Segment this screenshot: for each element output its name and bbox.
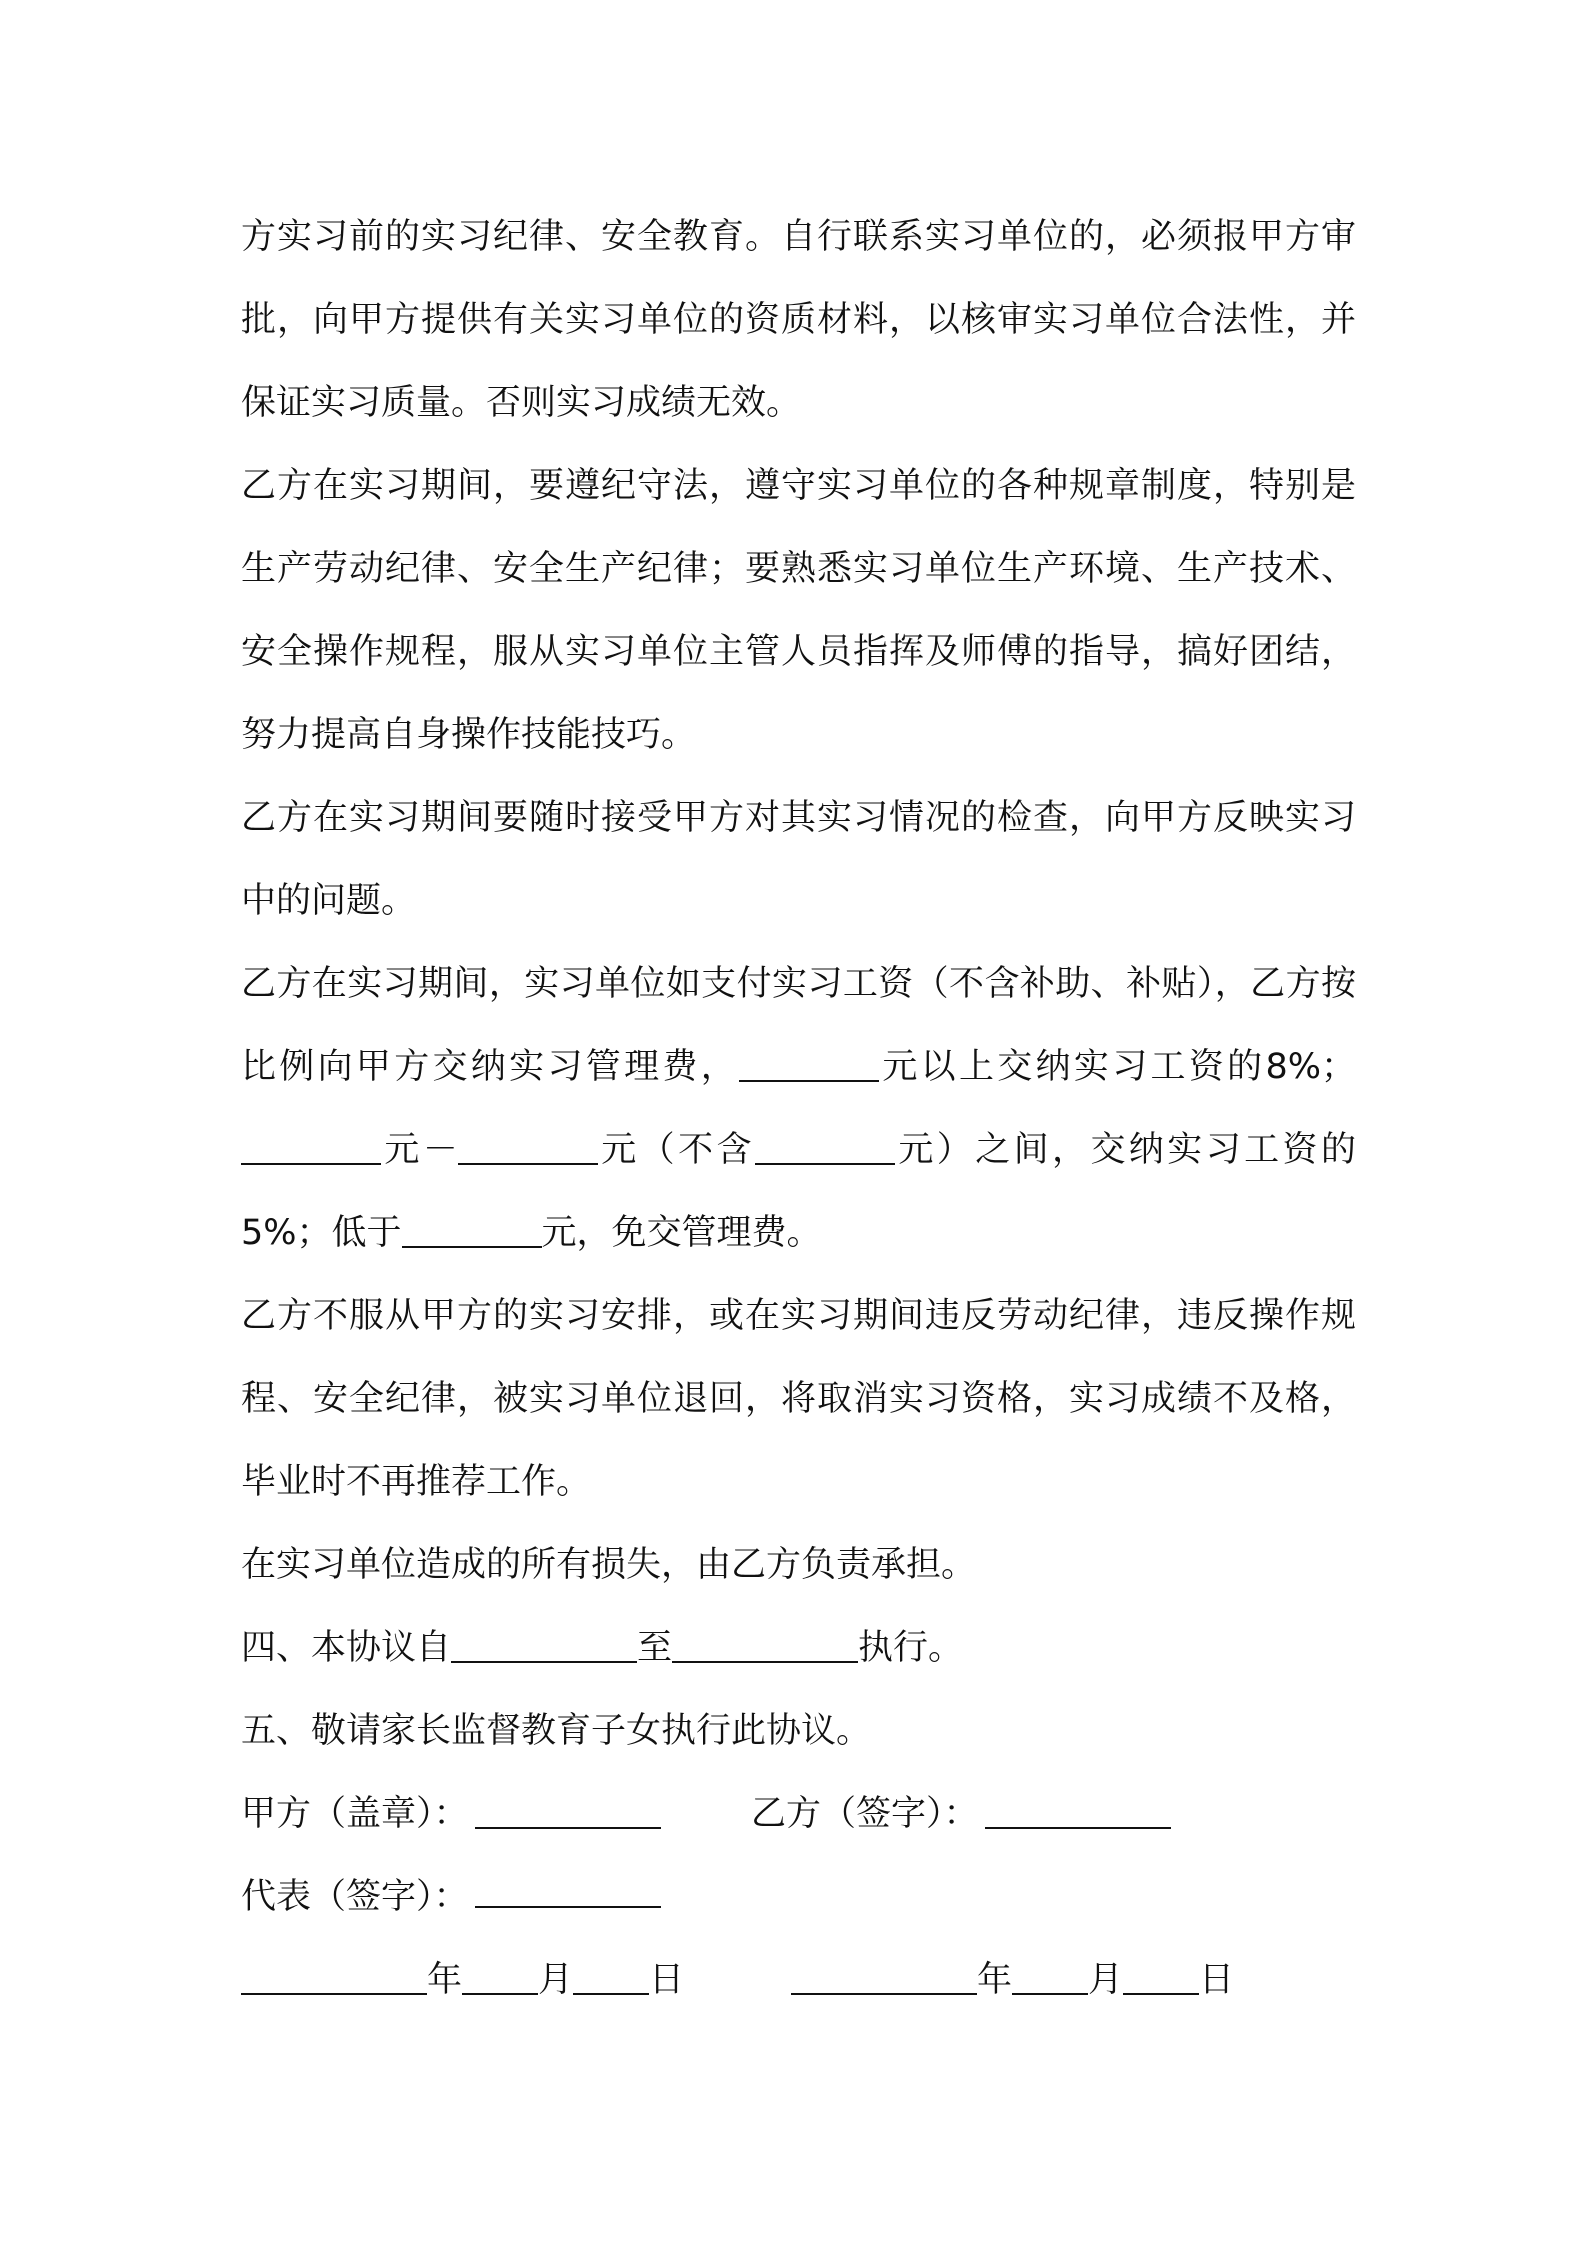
representative-label: 代表（签字）： [241, 1877, 469, 1917]
party-a-label: 甲方（盖章）： [241, 1794, 469, 1834]
signature-row-parties [241, 1773, 1356, 1856]
paragraph-effective-period [241, 1607, 1356, 1690]
party-b-signature [751, 1773, 1171, 1856]
signature-row-representative [241, 1856, 1356, 1939]
period-text-1: 四、本协议自 [241, 1628, 452, 1668]
blank-start-date[interactable] [451, 1623, 637, 1663]
blank-fee-excluded[interactable] [755, 1125, 895, 1165]
fee-text-4: 元（不含 [597, 1130, 755, 1170]
party-b-sign-field[interactable] [985, 1789, 1171, 1829]
party-b-month-label: 月 [1088, 1960, 1124, 2000]
party-a-month-field[interactable] [462, 1955, 538, 1995]
paragraph-discipline: 乙方在实习期间，要遵纪守法，遵守实习单位的各种规章制度，特别是生产劳动纪律、安全生产纪律；要熟悉实习单位生产环境、生产技术、安全操作规程，服从实习单位主管人员指挥及师傅的指导，搞好团结，努力提高自身操作技能技巧。 [241, 466, 1356, 755]
party-a-month-label: 月 [538, 1960, 574, 2000]
period-text-3: 执行。 [858, 1628, 964, 1668]
fee-text-1: 乙方在实习期间，实习单位如支付实习工资（不含补助、补贴），乙方按比例向甲方交纳实习管理费， [241, 964, 1356, 1087]
party-a-signature [241, 1773, 751, 1856]
paragraph-liability: 在实习单位造成的所有损失，由乙方负责承担。 [241, 1545, 977, 1585]
party-b-label: 乙方（签字）： [751, 1794, 979, 1834]
party-b-day-field[interactable] [1123, 1955, 1199, 1995]
blank-fee-exempt[interactable] [402, 1208, 542, 1248]
blank-fee-threshold[interactable] [739, 1042, 879, 1082]
party-a-day-field[interactable] [573, 1955, 649, 1995]
representative-sign-field[interactable] [475, 1868, 661, 1908]
fee-text-5: 元）之间，交纳实习工资的5%；低于 [241, 1130, 1356, 1253]
blank-end-date[interactable] [672, 1623, 858, 1663]
party-a-year-label: 年 [427, 1960, 463, 2000]
fee-text-2: 元以上交纳实习工资的8%； [879, 1047, 1356, 1087]
paragraph-management-fee [241, 943, 1356, 1275]
paragraph-inspection: 乙方在实习期间要随时接受甲方对其实习情况的检查，向甲方反映实习中的问题。 [241, 798, 1356, 921]
party-b-year-label: 年 [977, 1960, 1013, 2000]
party-a-seal-field[interactable] [475, 1789, 661, 1829]
document-page [241, 196, 1356, 2022]
blank-fee-range-high[interactable] [458, 1125, 598, 1165]
party-a-year-field[interactable] [241, 1955, 427, 1995]
party-a-date [241, 1939, 791, 2022]
fee-text-6: 元，免交管理费。 [541, 1213, 822, 1253]
paragraph-training-approval: 方实习前的实习纪律、安全教育。自行联系实习单位的，必须报甲方审批，向甲方提供有关实习单位的资质材料，以核审实习单位合法性，并保证实习质量。否则实习成绩无效。 [241, 217, 1356, 423]
paragraph-violation: 乙方不服从甲方的实习安排，或在实习期间违反劳动纪律，违反操作规程、安全纪律，被实习单位退回，将取消实习资格，实习成绩不及格，毕业时不再推荐工作。 [241, 1296, 1356, 1502]
period-text-2: 至 [637, 1628, 673, 1668]
signature-row-dates [241, 1939, 1356, 2022]
fee-text-3: 元－ [381, 1130, 458, 1170]
party-b-day-label: 日 [1199, 1960, 1235, 2000]
party-b-month-field[interactable] [1012, 1955, 1088, 1995]
party-a-day-label: 日 [649, 1960, 685, 2000]
party-b-year-field[interactable] [791, 1955, 977, 1995]
party-b-date [791, 1939, 1234, 2022]
paragraph-parent-supervision: 五、敬请家长监督教育子女执行此协议。 [241, 1711, 872, 1751]
blank-fee-range-low[interactable] [241, 1125, 381, 1165]
